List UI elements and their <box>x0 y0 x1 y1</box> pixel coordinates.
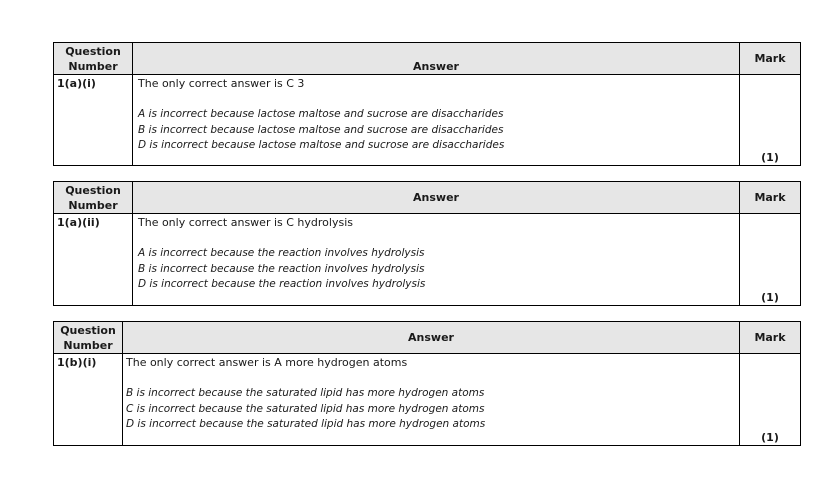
question-number: 1(a)(ii) <box>54 214 133 306</box>
explanation-c: C is incorrect because the saturated lipid has more hydrogen atoms <box>126 402 485 415</box>
question-header-line1: Question <box>60 324 116 337</box>
question-number-header <box>54 182 133 214</box>
explanation-d: D is incorrect because the reaction involves hydrolysis <box>138 278 426 290</box>
mark-scheme-table-1a-i <box>53 42 801 166</box>
question-number: 1(b)(i) <box>54 354 123 446</box>
explanation-d: D is incorrect because the saturated lipid has more hydrogen atoms <box>126 418 486 430</box>
answer-header: Answer <box>133 182 740 214</box>
explanation-d: D is incorrect because lactose maltose and sucrose are disaccharides <box>138 139 505 151</box>
correct-answer: The only correct answer is A more hydrogen atoms <box>126 356 408 369</box>
correct-answer: The only correct answer is C 3 <box>138 77 305 90</box>
question-header-line2: Number <box>63 339 113 352</box>
mark-value: (1) <box>740 214 801 306</box>
explanation-b: B is incorrect because the reaction involves hydrolysis <box>138 262 425 275</box>
explanation-b: B is incorrect because lactose maltose and sucrose are disaccharides <box>138 123 504 136</box>
answer-header: Answer <box>123 322 740 354</box>
mark-header: Mark <box>740 43 801 75</box>
answer-cell <box>133 214 740 306</box>
mark-value: (1) <box>740 354 801 446</box>
question-header-line1: Question <box>65 45 121 58</box>
explanation-a: A is incorrect because the reaction involves hydrolysis <box>138 247 425 259</box>
question-header-line2: Number <box>68 60 118 73</box>
correct-answer: The only correct answer is C hydrolysis <box>138 216 353 229</box>
mark-scheme-table-1b-i <box>53 321 801 446</box>
explanation-b: B is incorrect because the saturated lipid has more hydrogen atoms <box>126 387 485 399</box>
mark-scheme-table-1a-ii <box>53 181 801 306</box>
question-number-header <box>54 43 133 75</box>
question-header-line2: Number <box>68 199 118 212</box>
mark-header: Mark <box>740 182 801 214</box>
answer-header: Answer <box>133 43 740 75</box>
mark-header: Mark <box>740 322 801 354</box>
answer-cell <box>133 75 740 166</box>
mark-value: (1) <box>740 75 801 166</box>
question-header-line1: Question <box>65 184 121 197</box>
question-number: 1(a)(i) <box>54 75 133 166</box>
question-number-header <box>54 322 123 354</box>
explanation-a: A is incorrect because lactose maltose and sucrose are disaccharides <box>138 108 504 120</box>
answer-cell <box>123 354 740 446</box>
